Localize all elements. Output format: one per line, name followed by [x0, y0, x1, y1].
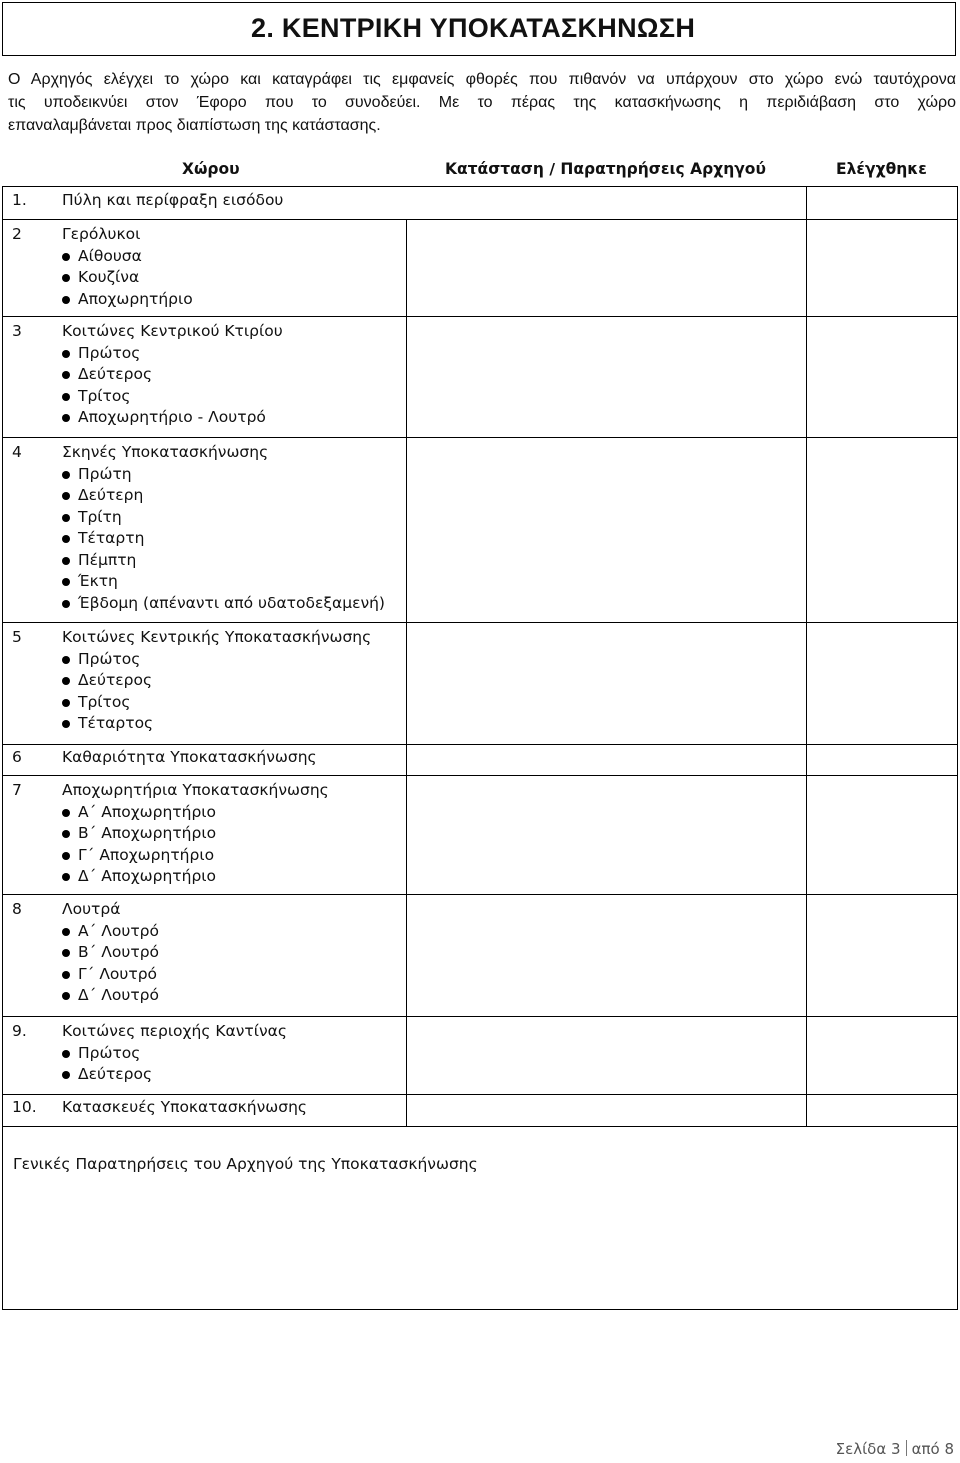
row-number: 9. [12, 1022, 27, 1040]
sub-item-label: Τρίτη [78, 507, 122, 526]
bullet-icon [62, 809, 70, 817]
row-number: 4 [12, 443, 22, 461]
general-notes-box[interactable] [2, 1126, 958, 1310]
row-number: 8 [12, 900, 22, 918]
checked-cell[interactable] [807, 188, 956, 219]
sub-item-label: Α΄ Λουτρό [78, 921, 159, 940]
list-item [62, 528, 385, 550]
row-label: Σκηνές Υποκατασκήνωσης [62, 443, 269, 461]
list-item [62, 964, 159, 986]
sub-item-label: Αποχωρητήριο - Λουτρό [78, 408, 266, 426]
sub-item-list [62, 649, 153, 735]
row-label: Κοιτώνες Κεντρικού Κτιρίου [62, 322, 283, 340]
row-number: 7 [12, 781, 22, 799]
row-label: Κατασκευές Υποκατασκήνωσης [62, 1098, 307, 1116]
bullet-icon [62, 492, 70, 500]
bullet-icon [62, 350, 70, 358]
bullet-icon [62, 992, 70, 1000]
list-item [62, 407, 266, 429]
footer-total: 8 [944, 1440, 954, 1458]
sub-item-label: Δεύτερος [78, 671, 153, 689]
sub-item-list [62, 921, 159, 1007]
bullet-icon [62, 296, 70, 304]
list-item [62, 942, 159, 964]
row-label: Κοιτώνες Κεντρικής Υποκατασκήνωσης [62, 628, 372, 646]
intro-line-3: επαναλαμβάνεται προς διαπίστωση της κατάστασης. [8, 117, 381, 134]
intro-paragraph [8, 68, 956, 137]
sub-item-label: Κουζίνα [78, 268, 140, 286]
list-item [62, 866, 216, 888]
row-label: Γερόλυκοι [62, 225, 141, 243]
intro-line-2: τις υποδεικνύει στον Έφορο που το συνοδεύει. Με το πέρας της κατασκήνωσης η περιδιάβαση στο χώρο [8, 94, 956, 111]
bullet-icon [62, 1050, 70, 1058]
sub-item-label: Τέταρτη [78, 529, 145, 547]
row-label: Καθαριότητα Υποκατασκήνωσης [62, 748, 317, 766]
list-item [62, 713, 153, 735]
column-divider [2, 186, 3, 1126]
sub-item-label: Πέμπτη [78, 550, 137, 569]
row-label: Λουτρά [62, 900, 121, 918]
list-item [62, 386, 266, 408]
sub-item-label: Έκτη [78, 572, 118, 590]
list-item [62, 464, 385, 486]
row-number: 3 [12, 322, 22, 340]
header-checked: Ελέγχθηκε [836, 160, 927, 178]
list-item [62, 364, 266, 386]
sub-item-label: Πρώτος [78, 343, 141, 362]
intro-line-1: Ο Αρχηγός ελέγχει το χώρο και καταγράφει τις εμφανείς φθορές που πιθανόν να υπάρχουν στο χώρο ενώ ταυτόχρονα [8, 71, 956, 88]
sub-item-label: Πρώτος [78, 649, 141, 668]
checked-cell[interactable] [807, 623, 956, 744]
sub-item-label: Γ΄ Λουτρό [78, 964, 158, 983]
sub-item-label: Τέταρτος [78, 714, 154, 732]
page-title: 2. ΚΕΝΤΡΙΚΗ ΥΠΟΚΑΤΑΣΚΗΝΩΣΗ [251, 13, 696, 43]
checked-cell[interactable] [807, 745, 956, 775]
sub-item-list [62, 246, 193, 311]
bullet-icon [62, 393, 70, 401]
list-item [62, 593, 385, 615]
list-item [62, 246, 193, 268]
bullet-icon [62, 557, 70, 565]
list-item [62, 670, 153, 692]
checked-cell[interactable] [807, 895, 956, 1016]
bullet-icon [62, 699, 70, 707]
sub-item-label: Τρίτος [78, 386, 131, 405]
bullet-icon [62, 852, 70, 860]
bullet-icon [62, 578, 70, 586]
list-item [62, 1043, 152, 1065]
list-item [62, 985, 159, 1007]
bullet-icon [62, 535, 70, 543]
list-item [62, 823, 216, 845]
sub-item-list [62, 343, 266, 429]
list-item [62, 343, 266, 365]
checked-cell[interactable] [807, 220, 956, 316]
status-cell[interactable] [407, 895, 805, 1016]
sub-item-label: Δεύτερος [78, 365, 153, 383]
list-item [62, 507, 385, 529]
bullet-icon [62, 830, 70, 838]
general-notes-label: Γενικές Παρατηρήσεις του Αρχηγού της Υποκατασκήνωσης [13, 1155, 478, 1173]
bullet-icon [62, 371, 70, 379]
header-status: Κατάσταση / Παρατηρήσεις Αρχηγού [445, 160, 766, 178]
list-item [62, 692, 153, 714]
sub-item-label: Τρίτος [78, 692, 131, 711]
row-number: 1. [12, 191, 27, 209]
bullet-icon [62, 656, 70, 664]
bullet-icon [62, 677, 70, 685]
checked-cell[interactable] [807, 438, 956, 622]
page-footer [836, 1440, 954, 1458]
row-divider [2, 186, 958, 187]
row-number: 6 [12, 748, 22, 766]
sub-item-list [62, 464, 385, 615]
bullet-icon [62, 471, 70, 479]
bullet-icon [62, 971, 70, 979]
checked-cell[interactable] [807, 317, 956, 437]
bullet-icon [62, 873, 70, 881]
sub-item-label: Β΄ Αποχωρητήριο [78, 824, 217, 842]
status-cell[interactable] [407, 1095, 805, 1126]
checked-cell[interactable] [807, 776, 956, 894]
list-item [62, 289, 193, 311]
sub-item-label: Δ΄ Λουτρό [78, 986, 159, 1004]
sub-item-label: Αποχωρητήριο [78, 289, 193, 308]
footer-page-num: 3 [891, 1440, 901, 1458]
bullet-icon [62, 1071, 70, 1079]
sub-item-label: Αίθουσα [78, 246, 142, 265]
status-cell[interactable] [407, 776, 805, 894]
sub-item-label: Α΄ Αποχωρητήριο [78, 802, 217, 821]
sub-item-label: Δεύτερη [78, 486, 144, 504]
row-label: Πύλη και περίφραξη εισόδου [62, 191, 284, 209]
footer-of-word: από [911, 1440, 940, 1458]
bullet-icon [62, 274, 70, 282]
status-cell[interactable] [407, 1017, 805, 1094]
bullet-icon [62, 600, 70, 608]
sub-item-label: Γ΄ Αποχωρητήριο [78, 845, 215, 864]
bullet-icon [62, 949, 70, 957]
sub-item-label: Δ΄ Αποχωρητήριο [78, 867, 217, 885]
sub-item-label: Έβδομη (απέναντι από υδατοδεξαμενή) [78, 593, 385, 612]
list-item [62, 571, 385, 593]
row-number: 10. [12, 1098, 37, 1116]
status-cell[interactable] [407, 188, 805, 219]
list-item [62, 921, 159, 943]
row-number: 2 [12, 225, 22, 243]
column-divider [957, 186, 958, 1126]
checked-cell[interactable] [807, 1095, 956, 1126]
row-number: 5 [12, 628, 22, 646]
title-box [2, 2, 956, 56]
header-space: Χώρου [182, 160, 240, 178]
sub-item-list [62, 1043, 152, 1086]
sub-item-label: Β΄ Λουτρό [78, 943, 160, 961]
status-cell[interactable] [407, 220, 805, 316]
sub-item-label: Πρώτη [78, 464, 132, 483]
footer-separator [906, 1440, 907, 1456]
row-label: Αποχωρητήρια Υποκατασκήνωσης [62, 781, 329, 799]
checked-cell[interactable] [807, 1017, 956, 1094]
bullet-icon [62, 253, 70, 261]
row-label: Κοιτώνες περιοχής Καντίνας [62, 1022, 287, 1040]
status-cell[interactable] [407, 317, 805, 437]
bullet-icon [62, 514, 70, 522]
sub-item-label: Πρώτος [78, 1043, 141, 1062]
bullet-icon [62, 928, 70, 936]
list-item [62, 845, 216, 867]
status-cell[interactable] [407, 438, 805, 622]
status-cell[interactable] [407, 623, 805, 744]
list-item [62, 802, 216, 824]
list-item [62, 1064, 152, 1086]
bullet-icon [62, 414, 70, 422]
bullet-icon [62, 720, 70, 728]
status-cell[interactable] [407, 745, 805, 775]
list-item [62, 485, 385, 507]
list-item [62, 649, 153, 671]
sub-item-list [62, 802, 216, 888]
list-item [62, 267, 193, 289]
list-item [62, 550, 385, 572]
footer-page-word: Σελίδα [835, 1440, 887, 1458]
sub-item-label: Δεύτερος [78, 1065, 153, 1083]
